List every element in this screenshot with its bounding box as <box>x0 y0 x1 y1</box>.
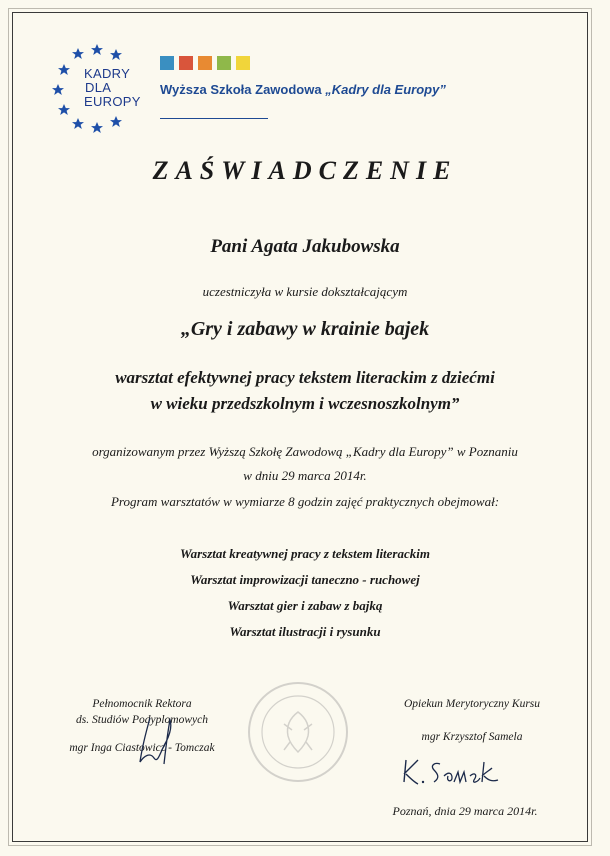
course-date: w dniu 29 marca 2014r. <box>243 468 367 483</box>
handwritten-signature-left <box>132 712 192 772</box>
color-square-4 <box>217 56 231 70</box>
course-subtitle-1: warsztat efektywnej pracy tekstem literackim z dziećmi <box>115 368 495 387</box>
participation-text: uczestniczyła w kursie dokształcającym <box>202 284 408 299</box>
official-seal-icon <box>246 680 350 784</box>
program-intro: Program warsztatów w wymiarze 8 godzin zajęć praktycznych obejmował: <box>110 494 500 509</box>
color-square-5 <box>236 56 250 70</box>
place-and-date: Poznań, dnia 29 marca 2014r. <box>392 804 538 818</box>
color-square-1 <box>160 56 174 70</box>
color-square-3 <box>198 56 212 70</box>
right-signatory-name: mgr Krzysztof Samela <box>421 731 523 743</box>
program-item-1: Warsztat kreatywnej pracy z tekstem literackim <box>180 546 430 561</box>
school-name: Wyższa Szkoła Zawodowa „Kadry dla Europy” <box>160 82 446 97</box>
left-signatory-name: mgr Inga Ciastowicz - Tomczak <box>69 742 215 754</box>
recipient-name: Pani Agata Jakubowska <box>210 236 400 257</box>
organizer-text: organizowanym przez Wyższą Szkołę Zawodową „Kadry dla Europy” w Poznaniu <box>92 444 518 459</box>
logo-text: KADRY DLA EUROPY <box>84 66 141 109</box>
right-signature-block: Opiekun Merytoryczny Kursu mgr Krzysztof Samela <box>372 696 572 745</box>
program-item-4: Warsztat ilustracji i rysunku <box>229 624 381 639</box>
handwritten-signature-right <box>396 754 520 790</box>
kadry-dla-europy-logo <box>50 42 142 136</box>
course-title: „Gry i zabawy w krainie bajek <box>180 318 430 340</box>
color-square-2 <box>179 56 193 70</box>
header-underline <box>160 118 268 119</box>
left-signature-block: Pełnomocnik Rektora ds. Studiów Podyplomowych mgr Inga Ciastowicz - Tomczak <box>42 696 242 756</box>
program-item-2: Warsztat improwizacji taneczno - ruchowej <box>190 572 420 587</box>
certificate-title: ZAŚWIADCZENIE <box>152 156 458 185</box>
color-squares <box>160 56 250 70</box>
program-item-3: Warsztat gier i zabaw z bajką <box>227 598 383 613</box>
course-subtitle-2: w wieku przedszkolnym i wczesnoszkolnym” <box>150 394 460 413</box>
